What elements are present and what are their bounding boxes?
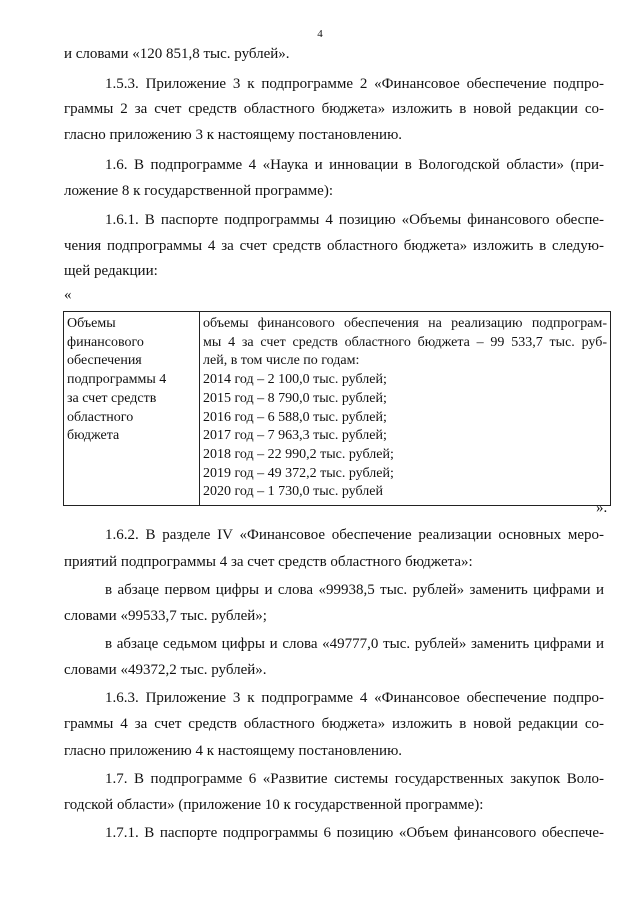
p153-line-1: 1.5.3. Приложение 3 к подпрограмме 2 «Финансовое обеспечение подпро- <box>105 76 604 92</box>
p162-line-2: приятий подпрограммы 4 за счет средств областного бюджета»: <box>64 554 473 570</box>
p161-line-2: чения подпрограммы 4 за счет средств областного бюджета» изложить в следую- <box>64 238 604 254</box>
year-line: 2019 год – 49 372,2 тыс. рублей; <box>203 465 394 481</box>
year-line: 2016 год – 6 588,0 тыс. рублей; <box>203 409 387 425</box>
p162a-line-1: в абзаце первом цифры и слова «99938,5 тыс. рублей» заменить цифрами и <box>105 582 604 598</box>
left-cell-line: подпрограммы 4 <box>67 372 167 388</box>
page-number: 4 <box>317 28 323 40</box>
p17-line-2: годской области» (приложение 10 к государственной программе): <box>64 797 484 813</box>
table-right-cell <box>200 312 611 506</box>
year-line: 2014 год – 2 100,0 тыс. рублей; <box>203 372 387 388</box>
p171-line-1: 1.7.1. В паспорте подпрограммы 6 позицию «Объем финансового обеспече- <box>105 825 604 841</box>
p162a-line-2: словами «99533,7 тыс. рублей»; <box>64 608 267 624</box>
year-line: 2020 год – 1 730,0 тыс. рублей <box>203 484 383 500</box>
p162-line-1: 1.6.2. В разделе IV «Финансовое обеспечение реализации основных меро- <box>105 527 604 543</box>
p16-line-1: 1.6. В подпрограмме 4 «Наука и инновации в Вологодской области» (при- <box>105 157 604 173</box>
right-cell-line: объемы финансового обеспечения на реализацию подпрограм- <box>203 316 607 331</box>
left-cell-line: обеспечения <box>67 353 142 369</box>
p163-line-1: 1.6.3. Приложение 3 к подпрограмме 4 «Финансовое обеспечение подпро- <box>105 690 604 706</box>
financing-table <box>63 311 611 506</box>
table-left-cell <box>64 312 200 506</box>
right-cell-line: мы 4 за счет средств областного бюджета – 99 533,7 тыс. руб- <box>203 334 607 350</box>
p161-line-3: щей редакции: <box>64 263 158 279</box>
left-cell-line: Объемы <box>67 316 116 331</box>
table-row <box>64 312 611 506</box>
p161-line-1: 1.6.1. В паспорте подпрограммы 4 позицию «Объемы финансового обеспе- <box>105 212 604 228</box>
intro-line: и словами «120 851,8 тыс. рублей». <box>64 46 290 62</box>
open-quote: « <box>64 287 72 303</box>
close-quote: ». <box>596 500 608 516</box>
left-cell-line: финансового <box>67 334 144 350</box>
year-line: 2015 год – 8 790,0 тыс. рублей; <box>203 390 387 406</box>
p153-line-2: граммы 2 за счет средств областного бюджета» изложить в новой редакции со- <box>64 101 604 117</box>
p16-line-2: ложение 8 к государственной программе): <box>64 183 333 199</box>
year-line: 2017 год – 7 963,3 тыс. рублей; <box>203 428 387 444</box>
left-cell-line: областного <box>67 409 134 425</box>
p153-line-3: гласно приложению 3 к настоящему постановлению. <box>64 127 403 143</box>
p17-line-1: 1.7. В подпрограмме 6 «Развитие системы государственных закупок Воло- <box>105 771 604 787</box>
right-cell-line: лей, в том числе по годам: <box>203 353 360 369</box>
p162b-line-1: в абзаце седьмом цифры и слова «49777,0 тыс. рублей» заменить цифрами и <box>105 636 604 652</box>
year-line: 2018 год – 22 990,2 тыс. рублей; <box>203 446 394 462</box>
left-cell-line: бюджета <box>67 428 120 444</box>
p163-line-2: граммы 4 за счет средств областного бюджета» изложить в новой редакции со- <box>64 716 604 732</box>
p163-line-3: гласно приложению 4 к настоящему постановлению. <box>64 743 403 759</box>
left-cell-line: за счет средств <box>67 390 157 406</box>
p162b-line-2: словами «49372,2 тыс. рублей». <box>64 662 267 678</box>
